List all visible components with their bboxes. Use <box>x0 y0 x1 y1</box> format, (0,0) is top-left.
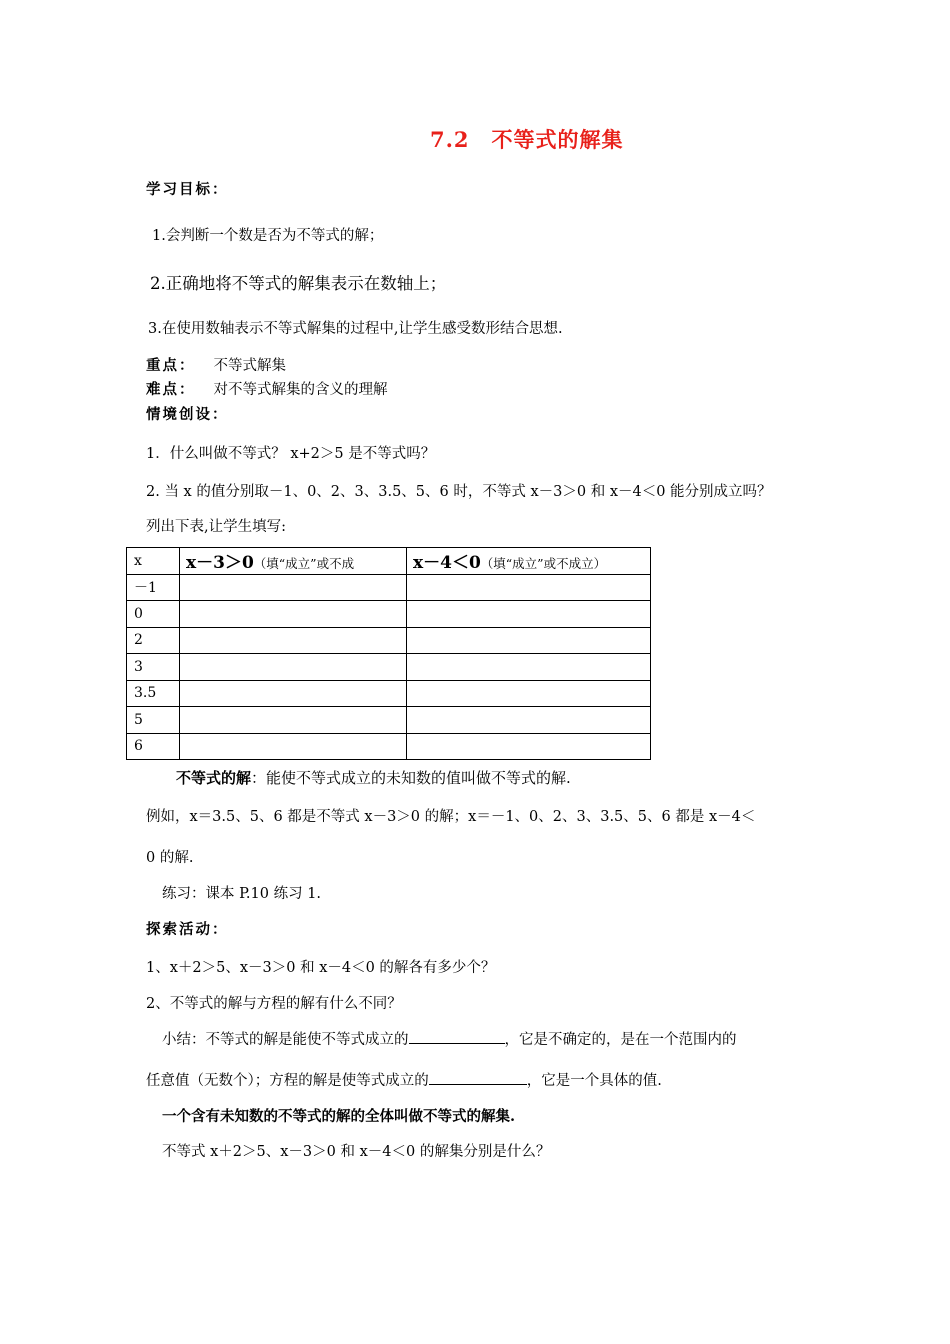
x-value-cell: 6 <box>127 733 180 760</box>
table-row <box>127 707 651 734</box>
summary-blank-1[interactable] <box>409 1029 505 1044</box>
summary-line-2 <box>146 1069 662 1090</box>
header-inequality-2-note: （填“成立”或不成立） <box>480 556 607 572</box>
explore-question-1: 1、x＋2＞5、x－3＞0 和 x－4＜0 的解各有多少个？ <box>146 960 496 976</box>
explore-heading: 探索活动： <box>146 921 229 938</box>
answer-cell-2[interactable] <box>407 601 651 628</box>
explore-question-2: 2、不等式的解与方程的解有什么不同？ <box>146 996 402 1012</box>
section-number: 7.2 <box>430 127 470 152</box>
header-inequality-1-expr: x－3＞0 <box>186 553 254 574</box>
table-row <box>127 627 651 654</box>
key-point-text: 不等式解集 <box>213 358 286 374</box>
answer-cell-1[interactable] <box>180 733 407 760</box>
x-value-cell: 3 <box>127 654 180 681</box>
answer-cell-2[interactable] <box>407 574 651 601</box>
summary-part-c: 任意值（无数个）；方程的解是使等式成立的 <box>146 1073 429 1089</box>
answer-cell-2[interactable] <box>407 707 651 734</box>
key-point-label: 重点： <box>146 357 196 374</box>
scenario-question-1: 1．什么叫做不等式？ x+2＞5 是不等式吗？ <box>146 446 436 462</box>
fill-in-table <box>126 547 651 760</box>
answer-cell-2[interactable] <box>407 654 651 681</box>
summary-part-b: ，它是不确定的，是在一个范围内的 <box>504 1032 737 1048</box>
x-value-cell: －1 <box>127 574 180 601</box>
section-title: 不等式的解集 <box>491 127 624 152</box>
header-inequality-2 <box>407 548 651 575</box>
final-question: 不等式 x＋2＞5、x－3＞0 和 x－4＜0 的解集分别是什么？ <box>162 1144 551 1160</box>
answer-cell-1[interactable] <box>180 680 407 707</box>
answer-cell-1[interactable] <box>180 601 407 628</box>
scenario-question-2: 2. 当 x 的值分别取－1、0、2、3、3.5、5、6 时，不等式 x－3＞0 和 x－4＜0 能分别成立吗？ <box>146 484 772 500</box>
x-value-cell: 0 <box>127 601 180 628</box>
answer-cell-2[interactable] <box>407 680 651 707</box>
summary-part-d: ，它是一个具体的值. <box>526 1073 662 1089</box>
answer-cell-1[interactable] <box>180 654 407 681</box>
example-line-2: 0 的解. <box>146 850 194 866</box>
summary-part-a: 小结：不等式的解是能使不等式成立的 <box>162 1032 409 1048</box>
definition <box>176 767 571 788</box>
header-x: x <box>127 548 180 575</box>
table-row <box>127 733 651 760</box>
definition-term: 不等式的解 <box>176 769 252 787</box>
answer-cell-2[interactable] <box>407 733 651 760</box>
page-title <box>430 124 624 154</box>
table-row <box>127 601 651 628</box>
summary-blank-2[interactable] <box>429 1070 527 1085</box>
objectives-heading: 学习目标： <box>146 181 229 198</box>
header-inequality-1 <box>180 548 407 575</box>
table-row <box>127 654 651 681</box>
x-value-cell: 2 <box>127 627 180 654</box>
scenario-heading: 情境创设： <box>146 406 229 423</box>
table-intro: 列出下表,让学生填写: <box>146 519 286 535</box>
difficulty <box>146 378 388 399</box>
x-value-cell: 3.5 <box>127 680 180 707</box>
objective-item-3: 3.在使用数轴表示不等式解集的过程中,让学生感受数形结合思想. <box>148 321 563 337</box>
answer-cell-2[interactable] <box>407 627 651 654</box>
table-row <box>127 574 651 601</box>
header-inequality-1-note: （填“成立”或不成 <box>253 556 355 572</box>
difficulty-label: 难点： <box>146 381 196 398</box>
solution-set-definition: 一个含有未知数的不等式的解的全体叫做不等式的解集. <box>162 1108 516 1125</box>
objective-item-1: 1.会判断一个数是否为不等式的解； <box>152 228 384 244</box>
answer-cell-1[interactable] <box>180 574 407 601</box>
objective-item-2: 2.正确地将不等式的解集表示在数轴上； <box>150 274 447 293</box>
table-row <box>127 680 651 707</box>
definition-text: ：能使不等式成立的未知数的值叫做不等式的解. <box>251 769 571 787</box>
header-inequality-2-expr: x－4＜0 <box>413 553 481 574</box>
practice-note: 练习：课本 P.10 练习 1. <box>162 886 322 902</box>
table-header-row <box>127 548 651 575</box>
example-line-1: 例如，x＝3.5、5、6 都是不等式 x－3＞0 的解；x＝－1、0、2、3、3.5、5、6 都是 x－4＜ <box>146 809 756 825</box>
key-point <box>146 354 286 375</box>
difficulty-text: 对不等式解集的含义的理解 <box>213 382 388 398</box>
x-value-cell: 5 <box>127 707 180 734</box>
answer-cell-1[interactable] <box>180 707 407 734</box>
summary-line-1 <box>162 1028 737 1049</box>
answer-cell-1[interactable] <box>180 627 407 654</box>
